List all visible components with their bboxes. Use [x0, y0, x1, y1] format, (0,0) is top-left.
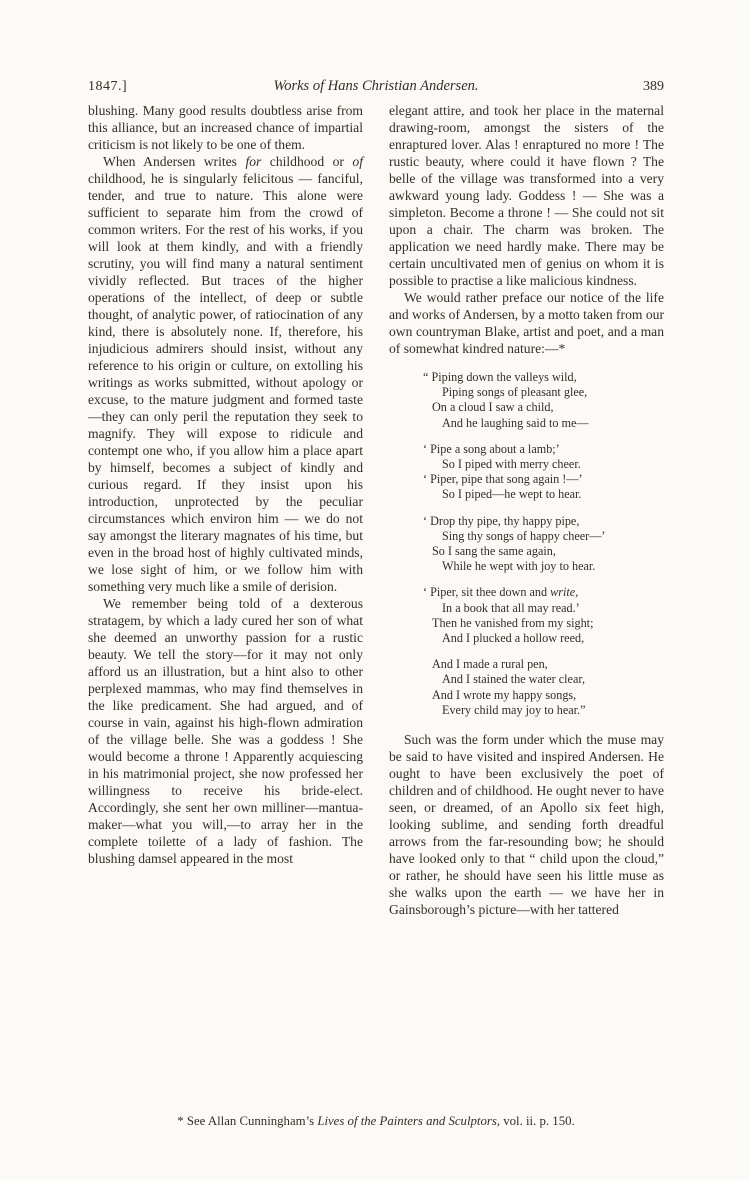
body-text: Every child may joy to hear.” [442, 702, 586, 717]
body-text: , [575, 585, 579, 600]
poem-line [423, 400, 664, 415]
italic-text: Lives of the Painters and Sculptors [317, 1114, 497, 1128]
paragraph [389, 102, 664, 289]
italic-text: write [550, 585, 576, 600]
paragraph [389, 731, 664, 918]
italic-text: of [352, 154, 363, 169]
poem-line [423, 472, 664, 487]
body-text: blushing. Many good results doubtless arise from this alliance, but an increased chance of impartial criticism is not likely to be one of them. [88, 103, 363, 152]
poem-line [423, 529, 664, 544]
text-columns [88, 102, 664, 918]
body-text: ‘ Piper, sit thee down and [423, 585, 551, 600]
body-text: When Andersen writes [103, 154, 246, 169]
body-text: We remember being told of a dexterous stratagem, by which a lady cured her son of what she deemed an unworthy passion for a rustic beauty. We tell the story—for it may not only afford us an illustration, but a hint also to other perplexed mammas, who may find themselves in the like predicament. She had argued, and of course in vain, against his high-flown admiration of the village belle. She was a goddess ! She would become a throne ! Apparently acquiescing in his matrimonial project, she now professed her willingness to receive his bride-elect. Accordingly, she sent her own milliner—mantua-maker—what you will,—to array her in the complete toilette of a lady of fashion. The blushing damsel appeared in the most [88, 596, 363, 866]
page-header [88, 78, 664, 95]
poem-line [423, 657, 664, 672]
body-text: elegant attire, and took her place in the maternal drawing-room, amongst the sisters of the enraptured lover. Alas ! enraptured no more ! The rustic beauty, where could it have flown ? The belle of the village was transformed into a very awkward young lady. Goddess ! — She was a simpleton. Become a throne ! — She could not sit upon a chair. The charm was broken. The application we need hardly make. There may be certain uncultivated men of genius on whom it is possible to practise a like malicious kindness. [389, 103, 664, 288]
body-text: So I sang the same again, [432, 544, 556, 559]
paragraph [88, 595, 363, 867]
paragraph [88, 153, 363, 595]
body-text: While he wept with joy to hear. [442, 559, 596, 574]
poem-stanza [423, 657, 664, 718]
body-text: * See Allan Cunningham’s [177, 1114, 318, 1128]
body-text: ‘ Drop thy pipe, thy happy pipe, [423, 513, 580, 528]
body-text: childhood, he is singularly felicitous — fanciful, tender, and true to nature. This alone were sufficient to separate him from the crowd of common writers. For the rest of his works, if you will look at them kindly, and with a friendly scrutiny, you will find many a natural sentiment vividly reflected. But traces of the higher operations of the intellect, of deep or subtle thought, of analytic power, of ratiocination of any kind, there is absolutely none. If, therefore, his injudicious admirers should insist, without any reference to his origin or culture, on extolling his writings as works submitted, without apology or excuse, to the mature judgment and formed taste—they can only peril the reputation they seek to magnify. They will expose to ridicule and contempt one who, if you allow him a place apart by himself, becomes a subject of kindly and curious regard. If they insist upon his introduction, unprotected by the peculiar circumstances which environ him — we do not say amongst the literary magnates of his time, but even in the broad host of highly cultivated minds, we lose sight of him, or we follow him with something very much like a smile of derision. [88, 171, 363, 594]
body-text: And he laughing said to me— [442, 415, 589, 430]
poem-line [423, 457, 664, 472]
header-date: 1847.] [88, 79, 128, 94]
body-text: On a cloud I saw a child, [432, 400, 554, 415]
body-text: And I stained the water clear, [442, 672, 585, 687]
right-column [389, 102, 664, 918]
poem-line [423, 601, 664, 616]
body-text: Then he vanished from my sight; [432, 615, 594, 630]
body-text: So I piped—he wept to hear. [442, 487, 582, 502]
body-text: So I piped with merry cheer. [442, 457, 581, 472]
poem-line [423, 385, 664, 400]
poem-stanza [423, 370, 664, 431]
poem-block [423, 370, 664, 718]
poem-line [423, 688, 664, 703]
footnote [88, 1114, 664, 1129]
header-page-number: 389 [643, 79, 664, 94]
poem-line [423, 585, 664, 600]
poem-line [423, 672, 664, 687]
paragraph [389, 289, 664, 357]
poem-line [423, 416, 664, 431]
body-text: ‘ Piper, pipe that song again !—’ [423, 472, 583, 487]
poem-line [423, 514, 664, 529]
body-text: Piping songs of pleasant glee, [442, 385, 588, 400]
poem-line [423, 631, 664, 646]
poem-line [423, 370, 664, 385]
poem-line [423, 442, 664, 457]
body-text: “ Piping down the valleys wild, [423, 370, 577, 384]
body-text: And I made a rural pen, [432, 657, 548, 672]
body-text: We would rather preface our notice of the life and works of Andersen, by a motto taken from our own countryman Blake, artist and poet, and a man of somewhat kindred nature:—* [389, 290, 664, 356]
footnote-text [177, 1114, 574, 1128]
poem-line [423, 703, 664, 718]
poem-line [423, 559, 664, 574]
left-column [88, 102, 363, 918]
body-text: And I plucked a hollow reed, [442, 631, 585, 646]
poem-line [423, 544, 664, 559]
body-text: Sing thy songs of happy cheer—’ [442, 528, 606, 543]
poem-stanza [423, 442, 664, 503]
poem-stanza [423, 585, 664, 646]
paragraph [88, 102, 363, 153]
poem-line [423, 487, 664, 502]
italic-text: for [245, 154, 262, 169]
body-text: childhood or [261, 154, 353, 169]
body-text: And I wrote my happy songs, [432, 687, 577, 702]
body-text: Such was the form under which the muse may be said to have visited and inspired Andersen. He ought to have been exclusively the poet of children and of childhood. He ought never to have seen, or dreamed, of an Apollo six feet high, looking sublime, and sending forth dreadful arrows from the far-resounding bow; he should have looked only to that “ child upon the cloud,” or rather, he should have seen his little muse as she walks upon the earth — we have her in Gainsborough’s picture—with her tattered [389, 732, 664, 918]
poem-line [423, 616, 664, 631]
poem-stanza [423, 514, 664, 575]
body-text: ‘ Pipe a song about a lamb;’ [423, 441, 560, 456]
body-text: In a book that all may read.’ [442, 600, 580, 615]
body-text: , vol. ii. p. 150. [496, 1114, 575, 1128]
header-title: Works of Hans Christian Andersen. [273, 78, 479, 94]
